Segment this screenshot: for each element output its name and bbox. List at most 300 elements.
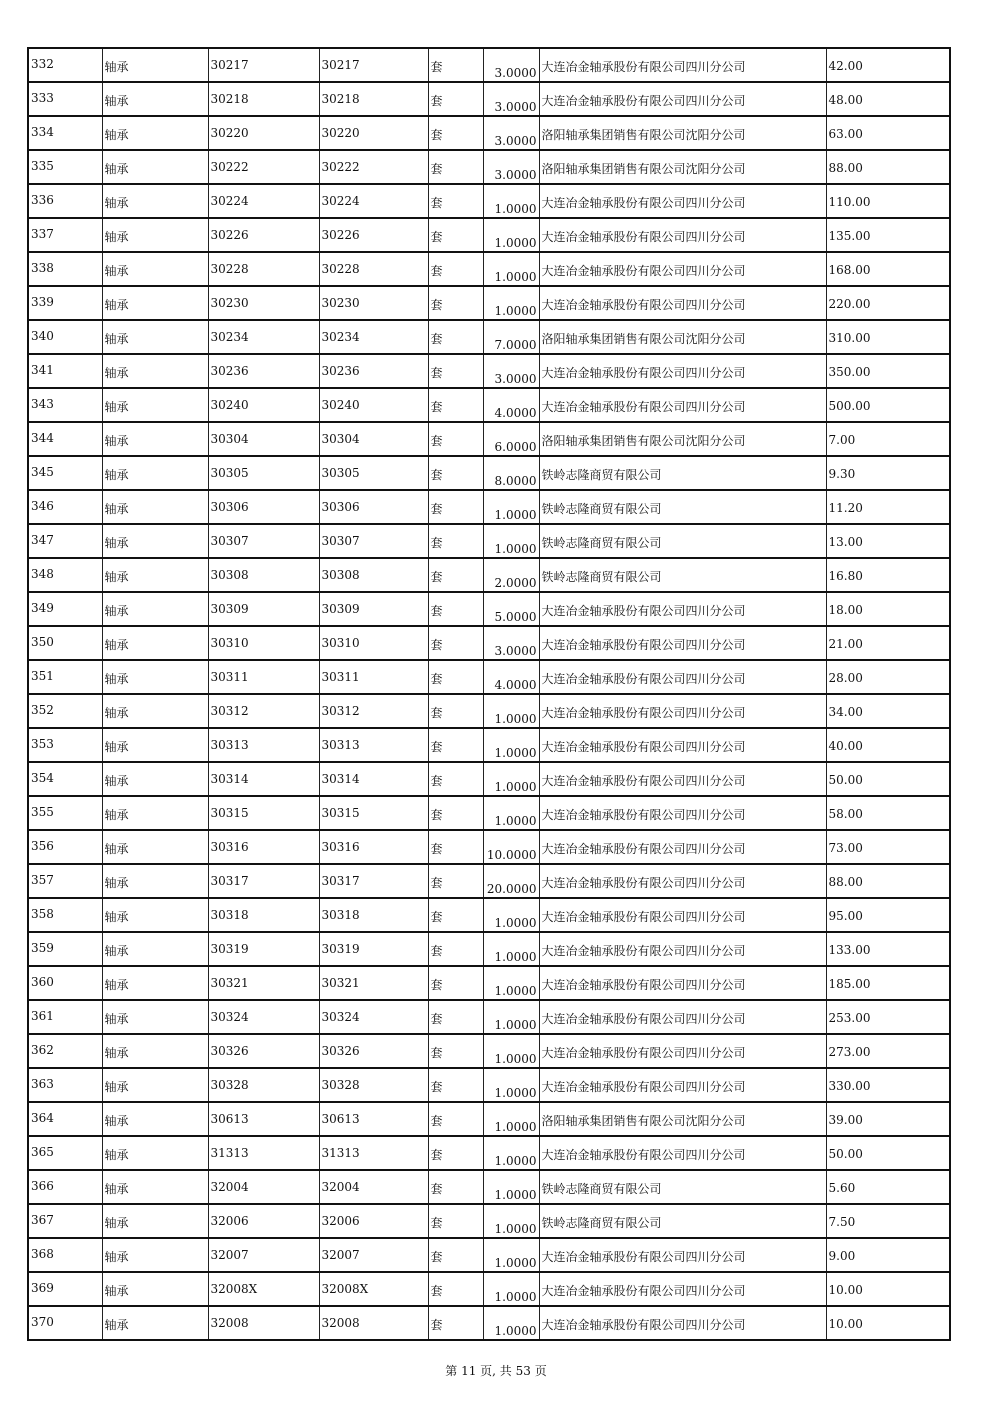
table-row bbox=[28, 966, 950, 1000]
item-code-cell: 30613 bbox=[208, 1102, 319, 1136]
row-number-cell: 361 bbox=[28, 1000, 102, 1034]
unit-cell: 套 bbox=[428, 898, 483, 932]
quantity-cell: 1.0000 bbox=[483, 932, 539, 966]
item-spec-cell: 30314 bbox=[319, 762, 428, 796]
quantity-cell: 2.0000 bbox=[483, 558, 539, 592]
price-cell: 48.00 bbox=[826, 82, 950, 116]
item-code-cell: 30314 bbox=[208, 762, 319, 796]
quantity-cell: 7.0000 bbox=[483, 320, 539, 354]
item-code-cell: 30228 bbox=[208, 252, 319, 286]
item-spec-cell: 30307 bbox=[319, 524, 428, 558]
item-name-cell: 轴承 bbox=[102, 490, 208, 524]
price-cell: 330.00 bbox=[826, 1068, 950, 1102]
supplier-cell: 大连冶金轴承股份有限公司四川分公司 bbox=[539, 82, 826, 116]
supplier-cell: 大连冶金轴承股份有限公司四川分公司 bbox=[539, 592, 826, 626]
table-row bbox=[28, 116, 950, 150]
row-number-cell: 370 bbox=[28, 1306, 102, 1340]
unit-cell: 套 bbox=[428, 1102, 483, 1136]
unit-cell: 套 bbox=[428, 728, 483, 762]
item-name-cell: 轴承 bbox=[102, 626, 208, 660]
item-name-cell: 轴承 bbox=[102, 116, 208, 150]
item-spec-cell: 30324 bbox=[319, 1000, 428, 1034]
item-spec-cell: 30309 bbox=[319, 592, 428, 626]
unit-cell: 套 bbox=[428, 456, 483, 490]
item-name-cell: 轴承 bbox=[102, 150, 208, 184]
price-cell: 9.30 bbox=[826, 456, 950, 490]
item-code-cell: 32008 bbox=[208, 1306, 319, 1340]
price-cell: 500.00 bbox=[826, 388, 950, 422]
quantity-cell: 3.0000 bbox=[483, 150, 539, 184]
row-number-cell: 363 bbox=[28, 1068, 102, 1102]
supplier-cell: 洛阳轴承集团销售有限公司沈阳分公司 bbox=[539, 422, 826, 456]
item-code-cell: 32008X bbox=[208, 1272, 319, 1306]
item-code-cell: 30240 bbox=[208, 388, 319, 422]
item-code-cell: 30307 bbox=[208, 524, 319, 558]
quantity-cell: 1.0000 bbox=[483, 1204, 539, 1238]
supplier-cell: 大连冶金轴承股份有限公司四川分公司 bbox=[539, 1068, 826, 1102]
supplier-cell: 洛阳轴承集团销售有限公司沈阳分公司 bbox=[539, 150, 826, 184]
supplier-cell: 大连冶金轴承股份有限公司四川分公司 bbox=[539, 48, 826, 82]
quantity-cell: 4.0000 bbox=[483, 660, 539, 694]
price-cell: 110.00 bbox=[826, 184, 950, 218]
item-code-cell: 30305 bbox=[208, 456, 319, 490]
row-number-cell: 347 bbox=[28, 524, 102, 558]
price-cell: 5.60 bbox=[826, 1170, 950, 1204]
price-cell: 39.00 bbox=[826, 1102, 950, 1136]
row-number-cell: 353 bbox=[28, 728, 102, 762]
item-name-cell: 轴承 bbox=[102, 558, 208, 592]
row-number-cell: 332 bbox=[28, 48, 102, 82]
unit-cell: 套 bbox=[428, 252, 483, 286]
item-spec-cell: 30306 bbox=[319, 490, 428, 524]
unit-cell: 套 bbox=[428, 48, 483, 82]
item-spec-cell: 30328 bbox=[319, 1068, 428, 1102]
quantity-cell: 4.0000 bbox=[483, 388, 539, 422]
table-row bbox=[28, 1034, 950, 1068]
row-number-cell: 359 bbox=[28, 932, 102, 966]
unit-cell: 套 bbox=[428, 116, 483, 150]
supplier-cell: 大连冶金轴承股份有限公司四川分公司 bbox=[539, 1272, 826, 1306]
supplier-cell: 大连冶金轴承股份有限公司四川分公司 bbox=[539, 694, 826, 728]
quantity-cell: 3.0000 bbox=[483, 354, 539, 388]
item-name-cell: 轴承 bbox=[102, 82, 208, 116]
price-cell: 135.00 bbox=[826, 218, 950, 252]
item-name-cell: 轴承 bbox=[102, 728, 208, 762]
item-code-cell: 32007 bbox=[208, 1238, 319, 1272]
supplier-cell: 大连冶金轴承股份有限公司四川分公司 bbox=[539, 1136, 826, 1170]
unit-cell: 套 bbox=[428, 762, 483, 796]
item-code-cell: 30226 bbox=[208, 218, 319, 252]
supplier-cell: 大连冶金轴承股份有限公司四川分公司 bbox=[539, 898, 826, 932]
table-row bbox=[28, 354, 950, 388]
item-spec-cell: 30312 bbox=[319, 694, 428, 728]
quantity-cell: 1.0000 bbox=[483, 1034, 539, 1068]
unit-cell: 套 bbox=[428, 694, 483, 728]
supplier-cell: 大连冶金轴承股份有限公司四川分公司 bbox=[539, 1000, 826, 1034]
quantity-cell: 1.0000 bbox=[483, 1136, 539, 1170]
item-code-cell: 30318 bbox=[208, 898, 319, 932]
quantity-cell: 1.0000 bbox=[483, 796, 539, 830]
unit-cell: 套 bbox=[428, 490, 483, 524]
price-cell: 95.00 bbox=[826, 898, 950, 932]
item-spec-cell: 30217 bbox=[319, 48, 428, 82]
quantity-cell: 1.0000 bbox=[483, 184, 539, 218]
row-number-cell: 365 bbox=[28, 1136, 102, 1170]
supplier-cell: 大连冶金轴承股份有限公司四川分公司 bbox=[539, 660, 826, 694]
row-number-cell: 348 bbox=[28, 558, 102, 592]
unit-cell: 套 bbox=[428, 558, 483, 592]
item-spec-cell: 30315 bbox=[319, 796, 428, 830]
item-spec-cell: 30326 bbox=[319, 1034, 428, 1068]
supplier-cell: 大连冶金轴承股份有限公司四川分公司 bbox=[539, 830, 826, 864]
item-spec-cell: 30313 bbox=[319, 728, 428, 762]
quantity-cell: 6.0000 bbox=[483, 422, 539, 456]
unit-cell: 套 bbox=[428, 286, 483, 320]
price-cell: 18.00 bbox=[826, 592, 950, 626]
table-row bbox=[28, 150, 950, 184]
table-row bbox=[28, 1170, 950, 1204]
item-name-cell: 轴承 bbox=[102, 694, 208, 728]
table-row bbox=[28, 524, 950, 558]
quantity-cell: 1.0000 bbox=[483, 218, 539, 252]
supplier-cell: 大连冶金轴承股份有限公司四川分公司 bbox=[539, 932, 826, 966]
item-name-cell: 轴承 bbox=[102, 592, 208, 626]
unit-cell: 套 bbox=[428, 320, 483, 354]
unit-cell: 套 bbox=[428, 626, 483, 660]
price-cell: 220.00 bbox=[826, 286, 950, 320]
row-number-cell: 360 bbox=[28, 966, 102, 1000]
quantity-cell: 1.0000 bbox=[483, 728, 539, 762]
item-name-cell: 轴承 bbox=[102, 1034, 208, 1068]
table-row bbox=[28, 82, 950, 116]
quantity-cell: 3.0000 bbox=[483, 82, 539, 116]
unit-cell: 套 bbox=[428, 1170, 483, 1204]
item-name-cell: 轴承 bbox=[102, 524, 208, 558]
row-number-cell: 367 bbox=[28, 1204, 102, 1238]
item-name-cell: 轴承 bbox=[102, 456, 208, 490]
item-spec-cell: 30220 bbox=[319, 116, 428, 150]
item-spec-cell: 30321 bbox=[319, 966, 428, 1000]
quantity-cell: 1.0000 bbox=[483, 898, 539, 932]
supplier-cell: 大连冶金轴承股份有限公司四川分公司 bbox=[539, 184, 826, 218]
row-number-cell: 358 bbox=[28, 898, 102, 932]
item-name-cell: 轴承 bbox=[102, 218, 208, 252]
table-row bbox=[28, 48, 950, 82]
supplier-cell: 洛阳轴承集团销售有限公司沈阳分公司 bbox=[539, 1102, 826, 1136]
price-cell: 11.20 bbox=[826, 490, 950, 524]
quantity-cell: 3.0000 bbox=[483, 626, 539, 660]
quantity-cell: 1.0000 bbox=[483, 1068, 539, 1102]
row-number-cell: 334 bbox=[28, 116, 102, 150]
table-row bbox=[28, 1136, 950, 1170]
quantity-cell: 8.0000 bbox=[483, 456, 539, 490]
item-spec-cell: 32006 bbox=[319, 1204, 428, 1238]
row-number-cell: 366 bbox=[28, 1170, 102, 1204]
quantity-cell: 1.0000 bbox=[483, 966, 539, 1000]
table-body bbox=[28, 48, 950, 1340]
item-spec-cell: 30234 bbox=[319, 320, 428, 354]
item-spec-cell: 30613 bbox=[319, 1102, 428, 1136]
table-row bbox=[28, 728, 950, 762]
row-number-cell: 344 bbox=[28, 422, 102, 456]
unit-cell: 套 bbox=[428, 1136, 483, 1170]
quantity-cell: 1.0000 bbox=[483, 1306, 539, 1340]
supplier-cell: 大连冶金轴承股份有限公司四川分公司 bbox=[539, 626, 826, 660]
unit-cell: 套 bbox=[428, 150, 483, 184]
price-cell: 7.50 bbox=[826, 1204, 950, 1238]
item-name-cell: 轴承 bbox=[102, 1136, 208, 1170]
table-row bbox=[28, 422, 950, 456]
item-code-cell: 30234 bbox=[208, 320, 319, 354]
item-code-cell: 30324 bbox=[208, 1000, 319, 1034]
table-row bbox=[28, 660, 950, 694]
quantity-cell: 1.0000 bbox=[483, 1272, 539, 1306]
table-row bbox=[28, 830, 950, 864]
table-row bbox=[28, 1102, 950, 1136]
price-cell: 28.00 bbox=[826, 660, 950, 694]
row-number-cell: 351 bbox=[28, 660, 102, 694]
item-name-cell: 轴承 bbox=[102, 48, 208, 82]
item-code-cell: 30315 bbox=[208, 796, 319, 830]
supplier-cell: 大连冶金轴承股份有限公司四川分公司 bbox=[539, 1238, 826, 1272]
item-spec-cell: 32004 bbox=[319, 1170, 428, 1204]
row-number-cell: 346 bbox=[28, 490, 102, 524]
price-cell: 253.00 bbox=[826, 1000, 950, 1034]
table-row bbox=[28, 184, 950, 218]
table-row bbox=[28, 1068, 950, 1102]
table-row bbox=[28, 1272, 950, 1306]
price-cell: 63.00 bbox=[826, 116, 950, 150]
item-spec-cell: 30317 bbox=[319, 864, 428, 898]
item-code-cell: 30317 bbox=[208, 864, 319, 898]
row-number-cell: 350 bbox=[28, 626, 102, 660]
item-code-cell: 30319 bbox=[208, 932, 319, 966]
price-cell: 88.00 bbox=[826, 150, 950, 184]
supplier-cell: 大连冶金轴承股份有限公司四川分公司 bbox=[539, 354, 826, 388]
supplier-cell: 铁岭志隆商贸有限公司 bbox=[539, 490, 826, 524]
item-code-cell: 30313 bbox=[208, 728, 319, 762]
price-cell: 73.00 bbox=[826, 830, 950, 864]
item-name-cell: 轴承 bbox=[102, 898, 208, 932]
quantity-cell: 1.0000 bbox=[483, 524, 539, 558]
table-row bbox=[28, 1204, 950, 1238]
unit-cell: 套 bbox=[428, 966, 483, 1000]
item-spec-cell: 30310 bbox=[319, 626, 428, 660]
quantity-cell: 1.0000 bbox=[483, 1000, 539, 1034]
unit-cell: 套 bbox=[428, 1272, 483, 1306]
unit-cell: 套 bbox=[428, 1000, 483, 1034]
price-cell: 133.00 bbox=[826, 932, 950, 966]
price-cell: 350.00 bbox=[826, 354, 950, 388]
item-spec-cell: 30222 bbox=[319, 150, 428, 184]
supplier-cell: 洛阳轴承集团销售有限公司沈阳分公司 bbox=[539, 116, 826, 150]
item-spec-cell: 31313 bbox=[319, 1136, 428, 1170]
item-code-cell: 30224 bbox=[208, 184, 319, 218]
supplier-cell: 大连冶金轴承股份有限公司四川分公司 bbox=[539, 762, 826, 796]
item-code-cell: 31313 bbox=[208, 1136, 319, 1170]
table-row bbox=[28, 1306, 950, 1340]
row-number-cell: 362 bbox=[28, 1034, 102, 1068]
item-spec-cell: 30305 bbox=[319, 456, 428, 490]
table-row bbox=[28, 1238, 950, 1272]
item-spec-cell: 30224 bbox=[319, 184, 428, 218]
unit-cell: 套 bbox=[428, 184, 483, 218]
row-number-cell: 345 bbox=[28, 456, 102, 490]
price-cell: 21.00 bbox=[826, 626, 950, 660]
row-number-cell: 364 bbox=[28, 1102, 102, 1136]
item-code-cell: 30321 bbox=[208, 966, 319, 1000]
item-code-cell: 30326 bbox=[208, 1034, 319, 1068]
unit-cell: 套 bbox=[428, 1204, 483, 1238]
unit-cell: 套 bbox=[428, 524, 483, 558]
unit-cell: 套 bbox=[428, 218, 483, 252]
item-code-cell: 30222 bbox=[208, 150, 319, 184]
quantity-cell: 1.0000 bbox=[483, 694, 539, 728]
item-code-cell: 30316 bbox=[208, 830, 319, 864]
item-name-cell: 轴承 bbox=[102, 422, 208, 456]
item-name-cell: 轴承 bbox=[102, 660, 208, 694]
price-cell: 34.00 bbox=[826, 694, 950, 728]
quantity-cell: 1.0000 bbox=[483, 1238, 539, 1272]
price-cell: 10.00 bbox=[826, 1272, 950, 1306]
item-code-cell: 30308 bbox=[208, 558, 319, 592]
quantity-cell: 3.0000 bbox=[483, 116, 539, 150]
quantity-cell: 1.0000 bbox=[483, 1102, 539, 1136]
item-name-cell: 轴承 bbox=[102, 1238, 208, 1272]
item-code-cell: 30304 bbox=[208, 422, 319, 456]
unit-cell: 套 bbox=[428, 1238, 483, 1272]
unit-cell: 套 bbox=[428, 660, 483, 694]
row-number-cell: 333 bbox=[28, 82, 102, 116]
item-name-cell: 轴承 bbox=[102, 1170, 208, 1204]
table-row bbox=[28, 1000, 950, 1034]
item-name-cell: 轴承 bbox=[102, 932, 208, 966]
price-cell: 7.00 bbox=[826, 422, 950, 456]
row-number-cell: 357 bbox=[28, 864, 102, 898]
quantity-cell: 10.0000 bbox=[483, 830, 539, 864]
quantity-cell: 1.0000 bbox=[483, 252, 539, 286]
supplier-cell: 大连冶金轴承股份有限公司四川分公司 bbox=[539, 252, 826, 286]
row-number-cell: 352 bbox=[28, 694, 102, 728]
table-row bbox=[28, 252, 950, 286]
unit-cell: 套 bbox=[428, 1034, 483, 1068]
item-name-cell: 轴承 bbox=[102, 354, 208, 388]
unit-cell: 套 bbox=[428, 592, 483, 626]
supplier-cell: 铁岭志隆商贸有限公司 bbox=[539, 524, 826, 558]
item-spec-cell: 30226 bbox=[319, 218, 428, 252]
item-spec-cell: 30319 bbox=[319, 932, 428, 966]
supplier-cell: 大连冶金轴承股份有限公司四川分公司 bbox=[539, 966, 826, 1000]
item-name-cell: 轴承 bbox=[102, 1102, 208, 1136]
item-name-cell: 轴承 bbox=[102, 286, 208, 320]
price-cell: 310.00 bbox=[826, 320, 950, 354]
item-spec-cell: 30304 bbox=[319, 422, 428, 456]
price-cell: 42.00 bbox=[826, 48, 950, 82]
price-cell: 13.00 bbox=[826, 524, 950, 558]
price-cell: 10.00 bbox=[826, 1306, 950, 1340]
item-name-cell: 轴承 bbox=[102, 966, 208, 1000]
item-name-cell: 轴承 bbox=[102, 830, 208, 864]
unit-cell: 套 bbox=[428, 354, 483, 388]
price-cell: 16.80 bbox=[826, 558, 950, 592]
item-name-cell: 轴承 bbox=[102, 320, 208, 354]
item-code-cell: 30311 bbox=[208, 660, 319, 694]
table-row bbox=[28, 286, 950, 320]
item-code-cell: 30328 bbox=[208, 1068, 319, 1102]
row-number-cell: 354 bbox=[28, 762, 102, 796]
item-code-cell: 30218 bbox=[208, 82, 319, 116]
item-name-cell: 轴承 bbox=[102, 796, 208, 830]
row-number-cell: 336 bbox=[28, 184, 102, 218]
quantity-cell: 1.0000 bbox=[483, 1170, 539, 1204]
table-row bbox=[28, 388, 950, 422]
bearing-price-table bbox=[27, 47, 951, 1341]
unit-cell: 套 bbox=[428, 864, 483, 898]
row-number-cell: 341 bbox=[28, 354, 102, 388]
price-cell: 273.00 bbox=[826, 1034, 950, 1068]
table-row bbox=[28, 796, 950, 830]
page-footer: 第 11 页, 共 53 页 bbox=[445, 1364, 547, 1378]
supplier-cell: 大连冶金轴承股份有限公司四川分公司 bbox=[539, 218, 826, 252]
supplier-cell: 大连冶金轴承股份有限公司四川分公司 bbox=[539, 864, 826, 898]
item-code-cell: 30217 bbox=[208, 48, 319, 82]
price-cell: 50.00 bbox=[826, 762, 950, 796]
item-name-cell: 轴承 bbox=[102, 184, 208, 218]
item-name-cell: 轴承 bbox=[102, 1000, 208, 1034]
price-cell: 88.00 bbox=[826, 864, 950, 898]
item-spec-cell: 32007 bbox=[319, 1238, 428, 1272]
table-row bbox=[28, 320, 950, 354]
item-code-cell: 30306 bbox=[208, 490, 319, 524]
supplier-cell: 大连冶金轴承股份有限公司四川分公司 bbox=[539, 728, 826, 762]
supplier-cell: 铁岭志隆商贸有限公司 bbox=[539, 558, 826, 592]
price-cell: 185.00 bbox=[826, 966, 950, 1000]
quantity-cell: 20.0000 bbox=[483, 864, 539, 898]
supplier-cell: 大连冶金轴承股份有限公司四川分公司 bbox=[539, 1034, 826, 1068]
table-row bbox=[28, 456, 950, 490]
row-number-cell: 335 bbox=[28, 150, 102, 184]
item-code-cell: 32006 bbox=[208, 1204, 319, 1238]
quantity-cell: 1.0000 bbox=[483, 762, 539, 796]
supplier-cell: 洛阳轴承集团销售有限公司沈阳分公司 bbox=[539, 320, 826, 354]
price-cell: 9.00 bbox=[826, 1238, 950, 1272]
supplier-cell: 大连冶金轴承股份有限公司四川分公司 bbox=[539, 1306, 826, 1340]
unit-cell: 套 bbox=[428, 388, 483, 422]
item-spec-cell: 32008X bbox=[319, 1272, 428, 1306]
item-spec-cell: 30236 bbox=[319, 354, 428, 388]
row-number-cell: 343 bbox=[28, 388, 102, 422]
table-row bbox=[28, 218, 950, 252]
table-row bbox=[28, 694, 950, 728]
item-name-cell: 轴承 bbox=[102, 388, 208, 422]
row-number-cell: 355 bbox=[28, 796, 102, 830]
item-spec-cell: 30311 bbox=[319, 660, 428, 694]
supplier-cell: 大连冶金轴承股份有限公司四川分公司 bbox=[539, 286, 826, 320]
item-code-cell: 30309 bbox=[208, 592, 319, 626]
quantity-cell: 3.0000 bbox=[483, 48, 539, 82]
unit-cell: 套 bbox=[428, 422, 483, 456]
supplier-cell: 大连冶金轴承股份有限公司四川分公司 bbox=[539, 388, 826, 422]
table-row bbox=[28, 898, 950, 932]
table-row bbox=[28, 932, 950, 966]
unit-cell: 套 bbox=[428, 796, 483, 830]
unit-cell: 套 bbox=[428, 932, 483, 966]
item-code-cell: 30310 bbox=[208, 626, 319, 660]
price-cell: 40.00 bbox=[826, 728, 950, 762]
row-number-cell: 369 bbox=[28, 1272, 102, 1306]
price-cell: 168.00 bbox=[826, 252, 950, 286]
item-spec-cell: 30308 bbox=[319, 558, 428, 592]
